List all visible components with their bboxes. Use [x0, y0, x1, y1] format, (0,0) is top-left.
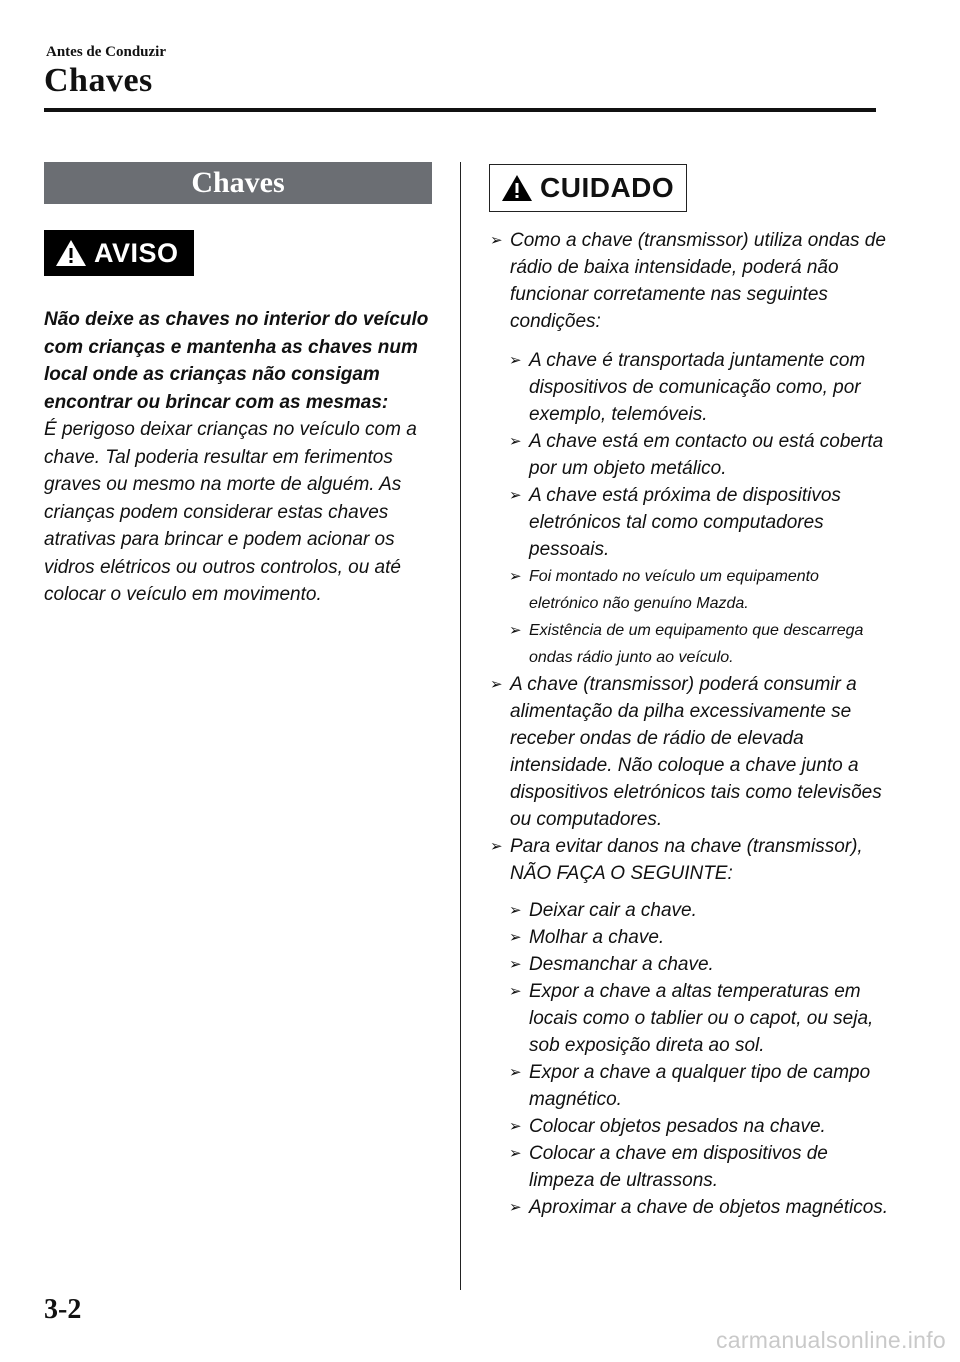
cuidado-label: CUIDADO [540, 172, 675, 203]
list-subitem: ➢ A chave é transportada juntamente com dispositivos de comunicação como, por exemplo, telemóveis. [490, 347, 890, 428]
list-item: ➢ Para evitar danos na chave (transmissor), NÃO FAÇA O SEGUINTE: [490, 833, 890, 887]
header-rule [44, 108, 876, 112]
arrow-bullet-icon: ➢ [509, 956, 522, 973]
arrow-bullet-icon: ➢ [509, 902, 522, 919]
aviso-label: AVISO [94, 237, 179, 268]
arrow-bullet-icon: ➢ [509, 1118, 522, 1135]
column-divider [460, 162, 461, 1290]
list-subitem: ➢ Existência de um equipamento que descarrega ondas rádio junto ao veículo. [490, 617, 890, 671]
warning-triangle-icon [54, 238, 88, 268]
aviso-banner [44, 230, 194, 276]
section-label: Antes de Conduzir [46, 44, 167, 60]
arrow-bullet-icon: ➢ [509, 1145, 522, 1162]
arrow-bullet-icon: ➢ [509, 929, 522, 946]
watermark: carmanualsonline.info [715, 1327, 946, 1353]
section-heading: Chaves [44, 162, 432, 204]
arrow-bullet-icon: ➢ [509, 1064, 522, 1081]
warning-text [44, 306, 444, 609]
warning-triangle-icon [500, 173, 534, 203]
list-item: ➢ A chave (transmissor) poderá consumir a alimentação da pilha excessivamente se receber ondas de rádio de elevada intensidade. Não coloque a chave junto a dispositivos eletrónicos tais como televisões ou computadores. [490, 671, 890, 833]
arrow-bullet-icon: ➢ [490, 232, 503, 249]
warning-body: É perigoso deixar crianças no veículo com a chave. Tal poderia resultar em ferimentos graves ou mesmo na morte de alguém. As crianças podem considerar estas chaves atrativas para brincar e podem acionar os vidros elétricos ou outros controlos, ou até colocar o veículo em movimento. [44, 419, 417, 605]
arrow-bullet-icon: ➢ [509, 568, 522, 585]
arrow-bullet-icon: ➢ [509, 433, 522, 450]
arrow-bullet-icon: ➢ [509, 622, 522, 639]
list-subitem: ➢ A chave está em contacto ou está coberta por um objeto metálico. [490, 428, 890, 482]
list-subitem: ➢ Deixar cair a chave. [490, 897, 890, 924]
warning-bold: Não deixe as chaves no interior do veículo com crianças e mantenha as chaves num local onde as crianças não consigam encontrar ou brincar com as mesmas: [44, 309, 429, 413]
list-item: ➢ Como a chave (transmissor) utiliza ondas de rádio de baixa intensidade, poderá não funcionar corretamente nas seguintes condições: [490, 227, 890, 335]
caution-list [490, 227, 890, 1221]
list-subitem: ➢ Molhar a chave. [490, 924, 890, 951]
arrow-bullet-icon: ➢ [490, 676, 503, 693]
list-subitem: ➢ A chave está próxima de dispositivos eletrónicos tal como computadores pessoais. [490, 482, 890, 563]
list-subitem: ➢ Aproximar a chave de objetos magnéticos. [490, 1194, 890, 1221]
arrow-bullet-icon: ➢ [509, 1199, 522, 1216]
list-subitem: ➢ Expor a chave a qualquer tipo de campo magnético. [490, 1059, 890, 1113]
arrow-bullet-icon: ➢ [490, 838, 503, 855]
list-subitem: ➢ Colocar a chave em dispositivos de limpeza de ultrassons. [490, 1140, 890, 1194]
arrow-bullet-icon: ➢ [509, 983, 522, 1000]
list-subitem: ➢ Expor a chave a altas temperaturas em locais como o tablier ou o capot, ou seja, sob exposição direta ao sol. [490, 978, 890, 1059]
list-subitem: ➢ Colocar objetos pesados na chave. [490, 1113, 890, 1140]
page-title: Chaves [44, 62, 153, 99]
arrow-bullet-icon: ➢ [509, 352, 522, 369]
list-subitem: ➢ Desmanchar a chave. [490, 951, 890, 978]
arrow-bullet-icon: ➢ [509, 487, 522, 504]
page-number: 3-2 [44, 1294, 82, 1325]
list-subitem: ➢ Foi montado no veículo um equipamento eletrónico não genuíno Mazda. [490, 563, 890, 617]
cuidado-banner [489, 164, 687, 212]
